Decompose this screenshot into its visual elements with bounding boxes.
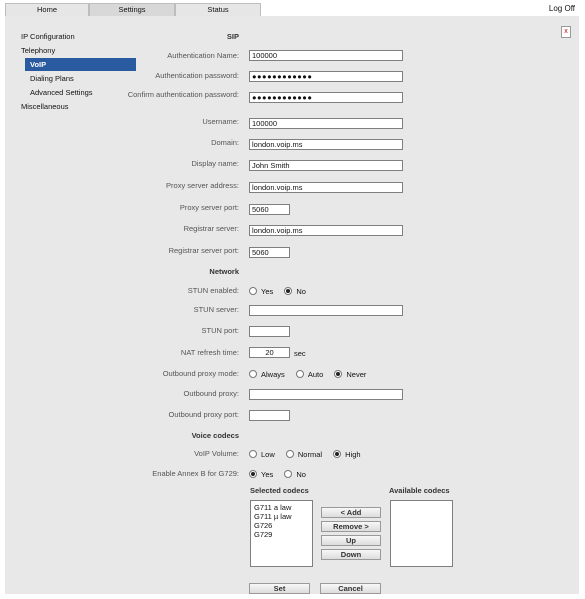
volume-normal-label: Normal — [297, 450, 323, 459]
move-down-button[interactable]: Down — [321, 549, 381, 560]
confirm-password-label: Confirm authentication password: — [127, 90, 239, 99]
annex-b-yes-label: Yes — [261, 470, 274, 479]
display-name-input[interactable]: John Smith — [249, 160, 403, 171]
voip-volume-label: VoIP Volume: — [194, 449, 239, 458]
log-off-link[interactable]: Log Off — [548, 4, 575, 13]
stun-server-label: STUN server: — [193, 305, 239, 314]
stun-yes-label: Yes — [261, 287, 274, 296]
radio-selected-icon[interactable] — [284, 287, 292, 295]
outbound-mode-label: Outbound proxy mode: — [162, 369, 239, 378]
stun-port-input[interactable] — [249, 326, 290, 337]
outbound-proxy-label: Outbound proxy: — [183, 389, 239, 398]
radio-icon[interactable] — [296, 370, 304, 378]
annex-b-yes-option[interactable] — [249, 470, 273, 479]
available-codecs-heading: Available codecs — [389, 486, 450, 495]
volume-low-label: Low — [261, 450, 275, 459]
stun-enabled-label: STUN enabled: — [187, 286, 239, 295]
proxy-address-input[interactable]: london.voip.ms — [249, 182, 403, 193]
tab-home[interactable]: Home — [5, 3, 89, 16]
close-icon[interactable]: x — [561, 26, 571, 38]
radio-icon[interactable] — [249, 370, 257, 378]
outbound-mode-radio-group — [249, 369, 375, 379]
proxy-port-input[interactable]: 5060 — [249, 204, 290, 215]
auth-password-label: Authentication password: — [155, 71, 239, 80]
sidebar-item-advanced-settings[interactable]: Advanced Settings — [30, 88, 93, 97]
radio-selected-icon[interactable] — [333, 450, 341, 458]
stun-enabled-radio-group — [249, 286, 315, 296]
auth-name-input[interactable]: 100000 — [249, 50, 403, 61]
radio-icon[interactable] — [249, 450, 257, 458]
settings-panel — [5, 16, 579, 594]
tab-settings[interactable]: Settings — [89, 3, 175, 16]
radio-icon[interactable] — [249, 287, 257, 295]
radio-selected-icon[interactable] — [334, 370, 342, 378]
list-item[interactable]: G726 — [254, 521, 273, 530]
outbound-port-label: Outbound proxy port: — [168, 410, 239, 419]
remove-codec-button[interactable]: Remove > — [321, 521, 381, 532]
stun-port-label: STUN port: — [201, 326, 239, 335]
section-title-sip: SIP — [226, 32, 239, 41]
annex-b-label: Enable Annex B for G729: — [152, 469, 239, 478]
nat-refresh-input[interactable]: 20 — [249, 347, 290, 358]
outbound-always-label: Always — [261, 370, 285, 379]
nat-refresh-unit: sec — [294, 349, 306, 358]
username-input[interactable]: 100000 — [249, 118, 403, 129]
radio-icon[interactable] — [284, 470, 292, 478]
annex-b-no-option[interactable] — [284, 470, 306, 479]
set-button[interactable]: Set — [249, 583, 310, 594]
list-item[interactable]: G729 — [254, 530, 273, 539]
stun-server-input[interactable] — [249, 305, 403, 316]
stun-no-label: No — [296, 287, 306, 296]
section-title-network: Network — [209, 267, 239, 276]
outbound-always-option[interactable] — [249, 370, 285, 379]
volume-high-label: High — [345, 450, 361, 459]
sidebar-item-telephony[interactable]: Telephony — [21, 46, 56, 55]
section-title-voice-codecs: Voice codecs — [191, 431, 239, 440]
domain-label: Domain: — [211, 138, 239, 147]
volume-low-option[interactable] — [249, 450, 275, 459]
domain-input[interactable]: london.voip.ms — [249, 139, 403, 150]
registrar-port-label: Registrar server port: — [168, 246, 239, 255]
display-name-label: Display name: — [191, 159, 239, 168]
stun-no-option[interactable] — [284, 287, 306, 296]
sidebar-item-voip[interactable]: VoIP — [25, 58, 136, 71]
move-up-button[interactable]: Up — [321, 535, 381, 546]
outbound-proxy-input[interactable] — [249, 389, 403, 400]
sidebar-item-ip-configuration[interactable]: IP Configuration — [21, 32, 75, 41]
outbound-auto-option[interactable] — [296, 370, 323, 379]
available-codecs-list[interactable] — [390, 500, 453, 567]
nat-refresh-label: NAT refresh time: — [180, 348, 239, 357]
annex-b-no-label: No — [296, 470, 306, 479]
cancel-button[interactable]: Cancel — [320, 583, 381, 594]
sidebar-item-miscellaneous[interactable]: Miscellaneous — [21, 102, 69, 111]
registrar-server-label: Registrar server: — [183, 224, 239, 233]
registrar-server-input[interactable]: london.voip.ms — [249, 225, 403, 236]
username-label: Username: — [202, 117, 239, 126]
annex-b-radio-group — [249, 469, 315, 479]
radio-selected-icon[interactable] — [249, 470, 257, 478]
add-codec-button[interactable]: < Add — [321, 507, 381, 518]
list-item[interactable]: G711 a law — [254, 503, 292, 512]
stun-yes-option[interactable] — [249, 287, 273, 296]
selected-codecs-heading: Selected codecs — [250, 486, 309, 495]
auth-password-input[interactable]: ●●●●●●●●●●●● — [249, 71, 403, 82]
voip-volume-radio-group — [249, 449, 370, 459]
volume-normal-option[interactable] — [286, 450, 322, 459]
confirm-password-input[interactable]: ●●●●●●●●●●●● — [249, 92, 403, 103]
auth-name-label: Authentication Name: — [167, 51, 239, 60]
registrar-port-input[interactable]: 5060 — [249, 247, 290, 258]
outbound-auto-label: Auto — [307, 370, 324, 379]
volume-high-option[interactable] — [333, 450, 360, 459]
sidebar-item-dialing-plans[interactable]: Dialing Plans — [30, 74, 74, 83]
outbound-never-label: Never — [346, 370, 367, 379]
proxy-port-label: Proxy server port: — [179, 203, 239, 212]
top-tab-bar — [0, 0, 585, 16]
selected-codecs-list[interactable] — [250, 500, 313, 567]
outbound-never-option[interactable] — [334, 370, 366, 379]
outbound-port-input[interactable] — [249, 410, 290, 421]
tab-status[interactable]: Status — [175, 3, 261, 16]
proxy-address-label: Proxy server address: — [166, 181, 239, 190]
list-item[interactable]: G711 µ law — [254, 512, 292, 521]
radio-icon[interactable] — [286, 450, 294, 458]
